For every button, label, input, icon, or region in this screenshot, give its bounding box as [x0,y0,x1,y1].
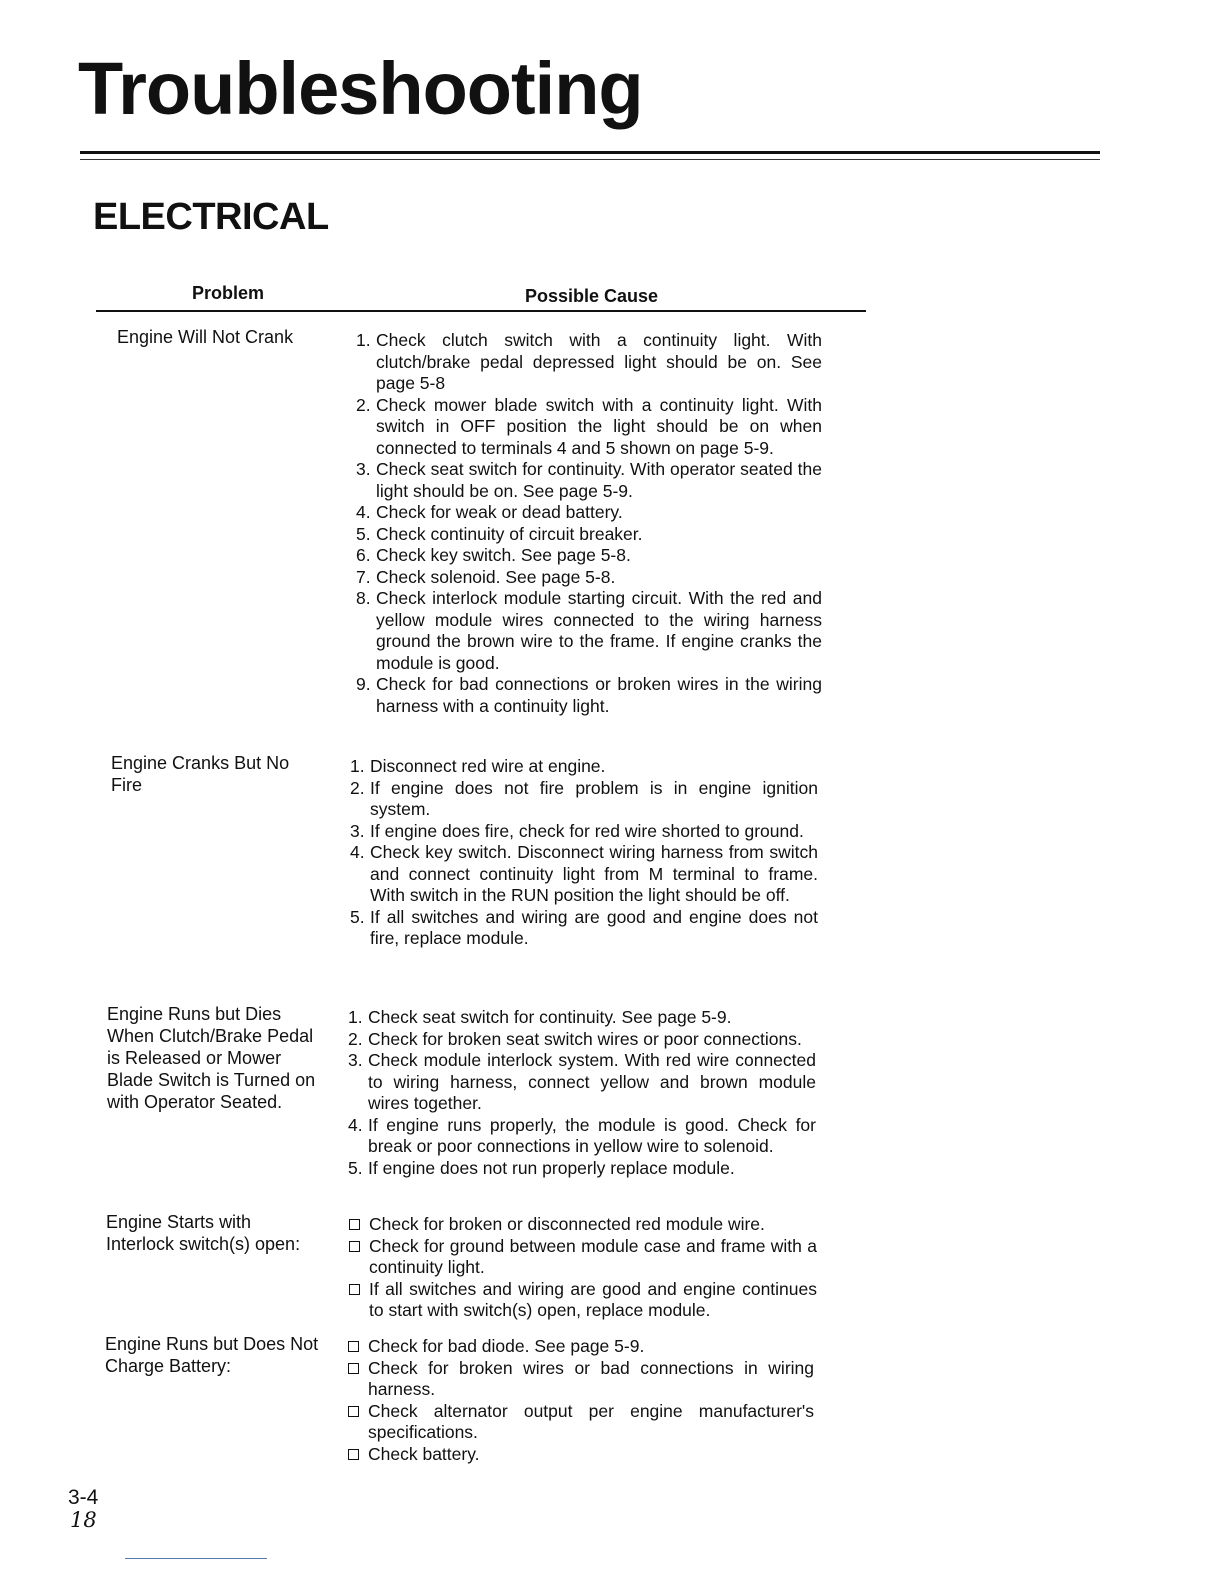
cause-item: 8. Check interlock module starting circuit. With the red and yellow module wires connected to the wiring harness ground the brown wire to the frame. If engine cranks the module is good. [356,588,822,673]
problem-column-header: Problem [192,283,265,303]
cause-item: Check for ground between module case and frame with a continuity light. [349,1236,817,1279]
cause-item: 2. Check mower blade switch with a continuity light. With switch in OFF position the light should be on when connected to terminals 4 and 5 shown on page 5-9. [356,394,822,458]
checkbox-icon [349,1241,360,1252]
checkbox-icon [349,1219,360,1230]
cause-list [349,1214,817,1322]
cause-item: 2. Check for broken seat switch wires or poor connections. [348,1028,802,1049]
problem-text: Engine Starts with Interlock switch(s) open: [106,1212,301,1254]
cause-list [356,330,822,717]
cause-item: 3. Check module interlock system. With red wire connected to wiring harness, connect yellow and brown module wires together. [348,1050,816,1113]
cause-item: 1. Check seat switch for continuity. See page 5-9. [348,1007,732,1027]
cause-item: 4. Check key switch. Disconnect wiring harness from switch and connect continuity light from M terminal to frame. With switch in the RUN position the light should be off. [350,842,818,905]
title-rule-thick [80,151,1100,154]
cause-item: 3. If engine does fire, check for red wire shorted to ground. [350,820,804,841]
page-title: Troubleshooting [78,47,643,130]
cause-item: Check battery. [348,1444,814,1466]
problem-text: Engine Cranks But No Fire [111,753,290,795]
cause-item: 5. Check continuity of circuit breaker. [356,523,643,544]
checkbox-icon [348,1341,359,1352]
checkbox-icon [348,1406,359,1417]
handwritten-page-number: 18 [70,1508,97,1532]
header-rule [96,310,866,312]
cause-item: Check for broken wires or bad connections in wiring harness. [348,1358,814,1401]
cause-list [348,1336,814,1465]
cause-item: 6. Check key switch. See page 5-8. [356,545,631,565]
cause-item: 1. Disconnect red wire at engine. [350,756,606,776]
cause-column-header: Possible Cause [525,286,659,306]
footer-line [125,1558,267,1559]
cause-item: Check alternator output per engine manufacturer's specifications. [348,1401,814,1444]
cause-list [350,756,818,950]
cause-item: 3. Check seat switch for continuity. With operator seated the light should be on. See page 5-9. [356,459,822,501]
cause-item: 5. If all switches and wiring are good and engine does not fire, replace module. [350,906,818,948]
cause-item: 2. If engine does not fire problem is in engine ignition system. [350,777,818,819]
cause-item: 7. Check solenoid. See page 5-8. [356,566,616,587]
cause-list [348,1007,816,1179]
cause-item: Check for bad diode. See page 5-9. [348,1336,814,1358]
cause-item: 4. Check for weak or dead battery. [356,502,623,522]
checkbox-icon [348,1449,359,1460]
page-number: 3-4 [68,1486,99,1509]
section-heading: ELECTRICAL [93,196,329,238]
cause-item: 1. Check clutch switch with a continuity light. With clutch/brake pedal depressed light should be on. See page 5-8 [356,330,822,393]
checkbox-icon [349,1284,360,1295]
problem-text: Engine Will Not Crank [117,327,294,347]
cause-item: 4. If engine runs properly, the module is good. Check for break or poor connections in yellow wire to solenoid. [348,1114,816,1156]
title-rule-thin [80,159,1100,160]
problem-text: Engine Runs but Dies When Clutch/Brake Pedal is Released or Mower Blade Switch is Turned on with Operator Seated. [107,1004,316,1112]
cause-item: Check for broken or disconnected red module wire. [349,1214,817,1236]
cause-item: 5. If engine does not run properly replace module. [348,1157,735,1178]
cause-item: 9. Check for bad connections or broken wires in the wiring harness with a continuity light. [356,674,822,716]
checkbox-icon [348,1363,359,1374]
problem-text: Engine Runs but Does Not Charge Battery: [105,1334,319,1376]
cause-item: If all switches and wiring are good and engine continues to start with switch(s) open, replace module. [349,1279,817,1322]
